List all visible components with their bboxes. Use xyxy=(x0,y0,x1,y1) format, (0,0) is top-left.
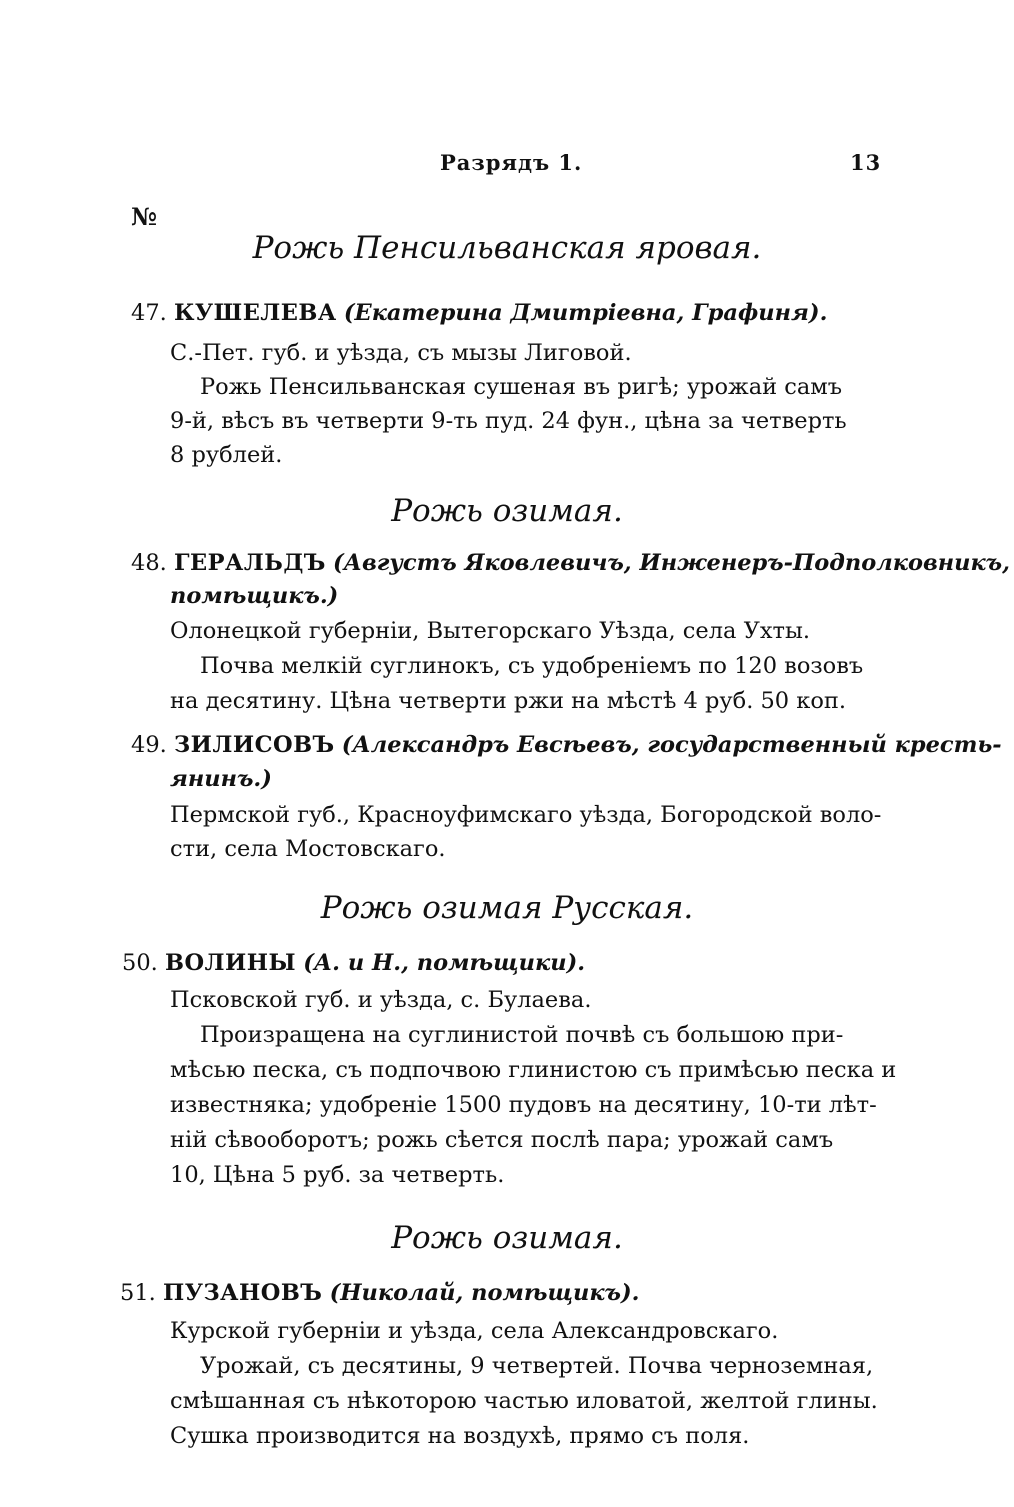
entry-location: С.-Пет. губ. и уѣзда, съ мызы Лиговой. xyxy=(170,340,632,366)
entry-name: ВОЛИНЫ xyxy=(164,950,297,976)
entry-title: (Августъ Яковлевичъ, Инженеръ-Подполковникъ, xyxy=(333,550,1010,576)
entry-48-line xyxy=(131,550,1010,576)
section-header: Разрядъ 1. xyxy=(440,150,583,175)
entry-location: Олонецкой губерніи, Вытегорскаго Уѣзда, села Ухты. xyxy=(170,618,811,644)
entry-title-cont: помѣщикъ.) xyxy=(170,583,339,609)
entry-name: КУШЕЛЕВА xyxy=(173,300,337,326)
entry-number: 50. xyxy=(122,950,158,976)
entry-50-line xyxy=(122,950,585,976)
entry-location: Курской губерніи и уѣзда, села Александровскаго. xyxy=(170,1318,779,1344)
entry-body-line: 9-й, вѣсъ въ четверти 9-ть пуд. 24 фун., цѣна за четверть xyxy=(170,408,847,434)
entry-body-line: известняка; удобреніе 1500 пудовъ на десятину, 10-ти лѣт- xyxy=(170,1092,877,1118)
entry-body-line: 10, Цѣна 5 руб. за четверть. xyxy=(170,1162,505,1188)
entry-location: Пермской губ., Красноуфимскаго уѣзда, Богородской воло- xyxy=(170,802,882,828)
entry-title: (А. и Н., помѣщики). xyxy=(303,950,586,976)
entry-body-line: Рожь Пенсильванская сушеная въ ригѣ; урожай самъ xyxy=(200,374,843,400)
section-heading: Рожь озимая Русская. xyxy=(320,890,694,926)
section-heading: Рожь озимая. xyxy=(391,1220,623,1256)
entry-number: 48. xyxy=(131,550,167,576)
entry-body-line: смѣшанная съ нѣкоторою частью иловатой, желтой глины. xyxy=(170,1388,878,1414)
entry-location: Псковской губ. и уѣзда, с. Булаева. xyxy=(170,987,592,1013)
entry-body-line: ній сѣвооборотъ; рожь сѣется послѣ пара; урожай самъ xyxy=(170,1127,834,1153)
entry-title: (Александръ Евсѣевъ, государственный кресть- xyxy=(341,732,1002,758)
entry-49-line xyxy=(131,732,1002,758)
number-sign: № xyxy=(131,202,158,231)
entry-body-line: на десятину. Цѣна четверти ржи на мѣстѣ 4 руб. 50 коп. xyxy=(170,688,847,714)
entry-51-line xyxy=(120,1280,639,1306)
entry-title: (Екатерина Дмитріевна, Графиня). xyxy=(343,300,828,326)
section-heading: Рожь Пенсильванская яровая. xyxy=(252,230,762,266)
entry-name: ГЕРАЛЬДЪ xyxy=(173,550,326,576)
entry-number: 51. xyxy=(120,1280,156,1306)
entry-title-cont: янинъ.) xyxy=(170,766,272,792)
entry-body-line: Сушка производится на воздухѣ, прямо съ поля. xyxy=(170,1423,750,1449)
section-heading: Рожь озимая. xyxy=(391,493,623,529)
entry-name: ЗИЛИСОВЪ xyxy=(173,732,335,758)
entry-location: сти, села Мостовскаго. xyxy=(170,836,446,862)
entry-body-line: 8 рублей. xyxy=(170,442,283,468)
entry-title: (Николай, помѣщикъ). xyxy=(329,1280,640,1306)
entry-number: 47. xyxy=(131,300,167,326)
entry-number: 49. xyxy=(131,732,167,758)
entry-body-line: Произращена на суглинистой почвѣ съ большою при- xyxy=(200,1022,844,1048)
entry-body-line: Урожай, съ десятины, 9 четвертей. Почва черноземная, xyxy=(200,1353,874,1379)
page-number: 13 xyxy=(850,150,882,175)
entry-47-line xyxy=(131,300,827,326)
entry-name: ПУЗАНОВЪ xyxy=(162,1280,323,1306)
entry-body-line: Почва мелкій суглинокъ, съ удобреніемъ по 120 возовъ xyxy=(200,653,864,679)
entry-body-line: мѣсью песка, съ подпочвою глинистою съ примѣсью песка и xyxy=(170,1057,897,1083)
